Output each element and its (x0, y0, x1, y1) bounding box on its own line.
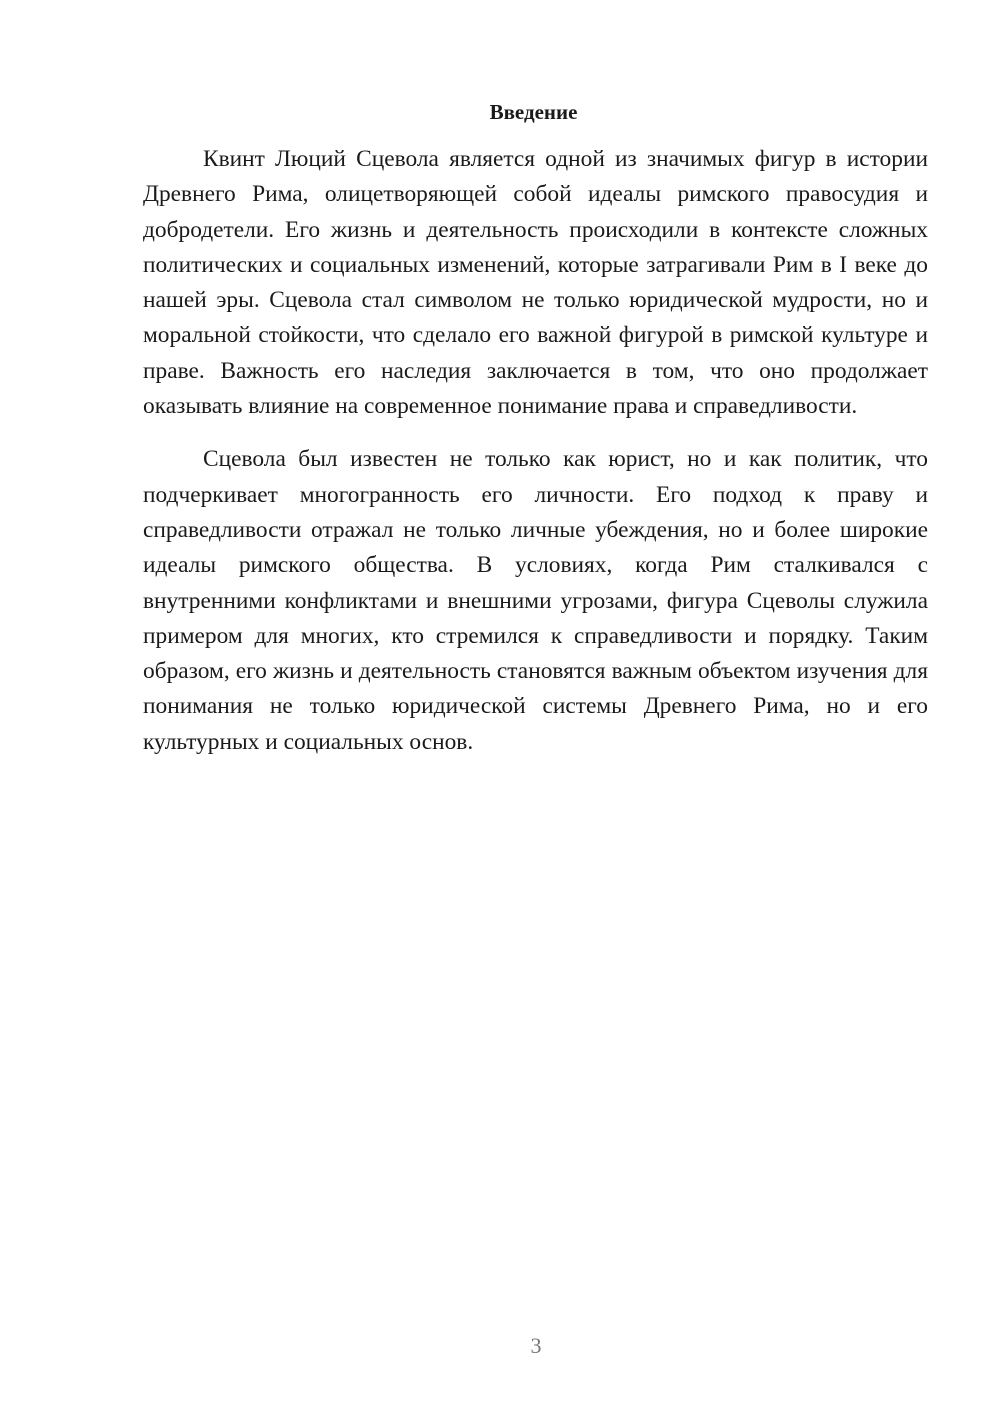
section-heading-text: Введение (489, 100, 578, 124)
paragraph-politics: Сцевола был известен не только как юрист, но и как политик, что подчеркивает многогранность его личности. Его подход к праву и справедливости отражал не только личные убеждения, но и более широкие идеалы римского общества. В условиях, когда Рим сталкивался с внутренними конфликтами и внешними угрозами, фигура Сцеволы служила примером для многих, кто стремился к справедливости и порядку. Таким образом, его жизнь и деятельность становятся важным объектом изучения для понимания не только юридической системы Древнего Рима, но и его культурных и социальных основ. (143, 446, 928, 755)
page-number: 3 (530, 1333, 542, 1358)
section-heading (143, 97, 928, 127)
paragraph-intro: Квинт Люций Сцевола является одной из значимых фигур в истории Древнего Рима, олицетворяющей собой идеалы римского правосудия и добродетели. Его жизнь и деятельность происходили в контексте сложных политических и социальных изменений, которые затрагивали Рим в I веке до нашей эры. Сцевола стал символом не только юридической мудрости, но и моральной стойкости, что сделало его важной фигурой в римской культуре и праве. Важность его наследия заключается в том, что оно продолжает оказывать влияние на современное понимание права и справедливости. (143, 146, 928, 420)
document-body (143, 142, 928, 760)
